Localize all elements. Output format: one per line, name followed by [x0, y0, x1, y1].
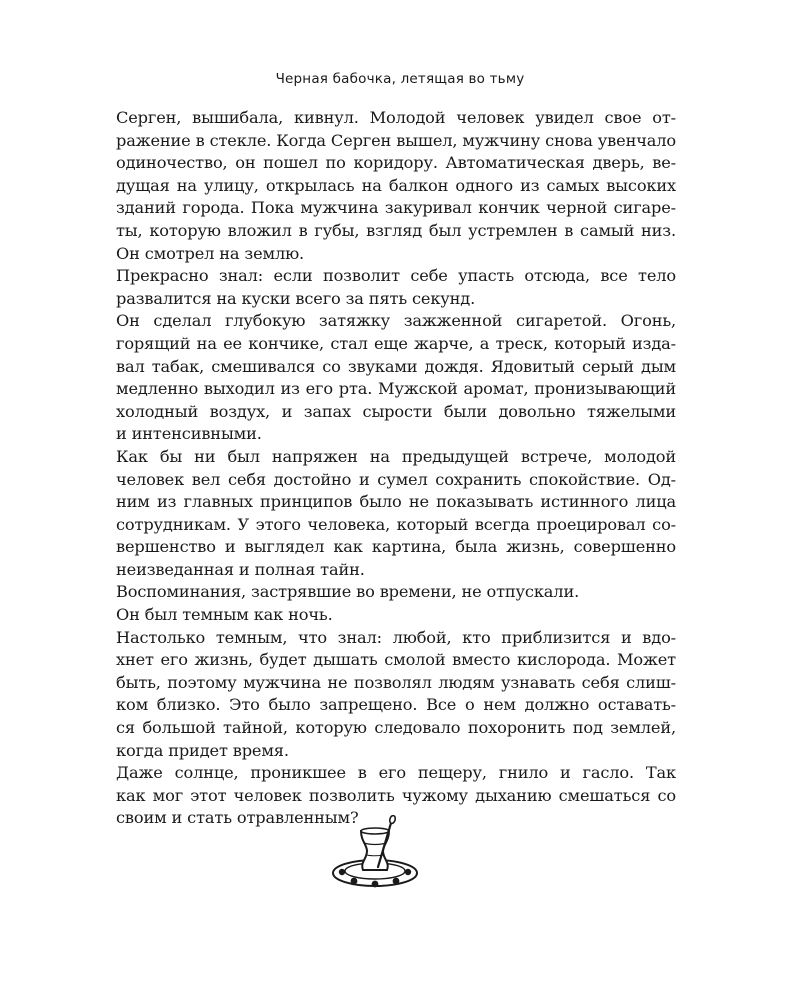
- text-line: горящий на ее кончике, стал еще жарче, а треск, который изда-: [116, 333, 676, 353]
- running-title: Черная бабочка, летящая во тьму: [275, 71, 525, 87]
- text-line: ним из главных принципов было не показывать истинного лица: [116, 492, 676, 512]
- text-line: человек вел себя достойно и сумел сохранить спокойствие. Од-: [116, 469, 676, 489]
- paragraph: [116, 265, 676, 310]
- text-line: ражение в стекле. Когда Серген вышел, мужчину снова увенчало: [116, 130, 676, 150]
- text-line: хнет его жизнь, будет дышать смолой вместо кислорода. Может: [116, 650, 676, 670]
- text-line: зданий города. Пока мужчина закуривал кончик черной сигаре-: [116, 198, 676, 218]
- text-line: Воспоминания, застрявшие во времени, не отпускали.: [116, 582, 580, 602]
- text-line: холодный воздух, и запах сырости были довольно тяжелыми: [116, 401, 676, 421]
- text-line: дущая на улицу, открылась на балкон одного из самых высоких: [116, 175, 676, 195]
- text-line: своим и стать отравленным?: [116, 808, 359, 828]
- text-line: Он смотрел на землю.: [116, 243, 305, 263]
- paragraph: [116, 310, 676, 446]
- text-line: Он был темным как ночь.: [116, 605, 333, 625]
- text-line: вал табак, смешивался со звуками дождя. Ядовитый серый дым: [116, 356, 676, 376]
- paragraph: [116, 604, 676, 627]
- text-line: медленно выходил из его рта. Мужской аромат, пронизывающий: [116, 379, 676, 399]
- paragraph: [116, 446, 676, 582]
- text-line: сотрудникам. У этого человека, который всегда проецировал со-: [116, 514, 676, 534]
- body-text: [116, 107, 676, 830]
- text-line: вершенство и выглядел как картина, была жизнь, совершенно: [116, 537, 676, 557]
- text-line: когда придет время.: [116, 740, 289, 760]
- text-line: Прекрасно знал: если позволит себе упасть отсюда, все тело: [116, 266, 676, 286]
- text-line: неизведанная и полная тайн.: [116, 559, 365, 579]
- paragraph: [116, 107, 676, 265]
- text-line: Даже солнце, проникшее в его пещеру, гнило и гасло. Так: [116, 763, 676, 783]
- text-line: ком близко. Это было запрещено. Все о нем должно оставать-: [116, 695, 676, 715]
- text-line: Как бы ни был напряжен на предыдущей встрече, молодой: [116, 446, 676, 466]
- text-line: ся большой тайной, которую следовало похоронить под землей,: [116, 718, 676, 738]
- tea-glass-on-saucer-icon: [330, 815, 420, 893]
- text-line: как мог этот человек позволить чужому дыханию смешаться со: [116, 785, 676, 805]
- paragraph: [116, 627, 676, 763]
- text-line: и интенсивными.: [116, 424, 262, 444]
- text-line: ты, которую вложил в губы, взгляд был устремлен в самый низ.: [116, 220, 676, 240]
- text-line: Настолько темным, что знал: любой, кто приблизится и вдо-: [116, 627, 676, 647]
- text-line: Серген, вышибала, кивнул. Молодой человек увидел свое от-: [116, 108, 676, 127]
- text-line: Он сделал глубокую затяжку зажженной сигаретой. Огонь,: [116, 311, 676, 331]
- text-line: одиночество, он пошел по коридору. Автоматическая дверь, ве-: [116, 153, 676, 173]
- text-line: развалится на куски всего за пять секунд.: [116, 288, 476, 308]
- text-line: быть, поэтому мужчина не позволял людям узнавать себя слиш-: [116, 672, 676, 692]
- paragraph: [116, 581, 676, 604]
